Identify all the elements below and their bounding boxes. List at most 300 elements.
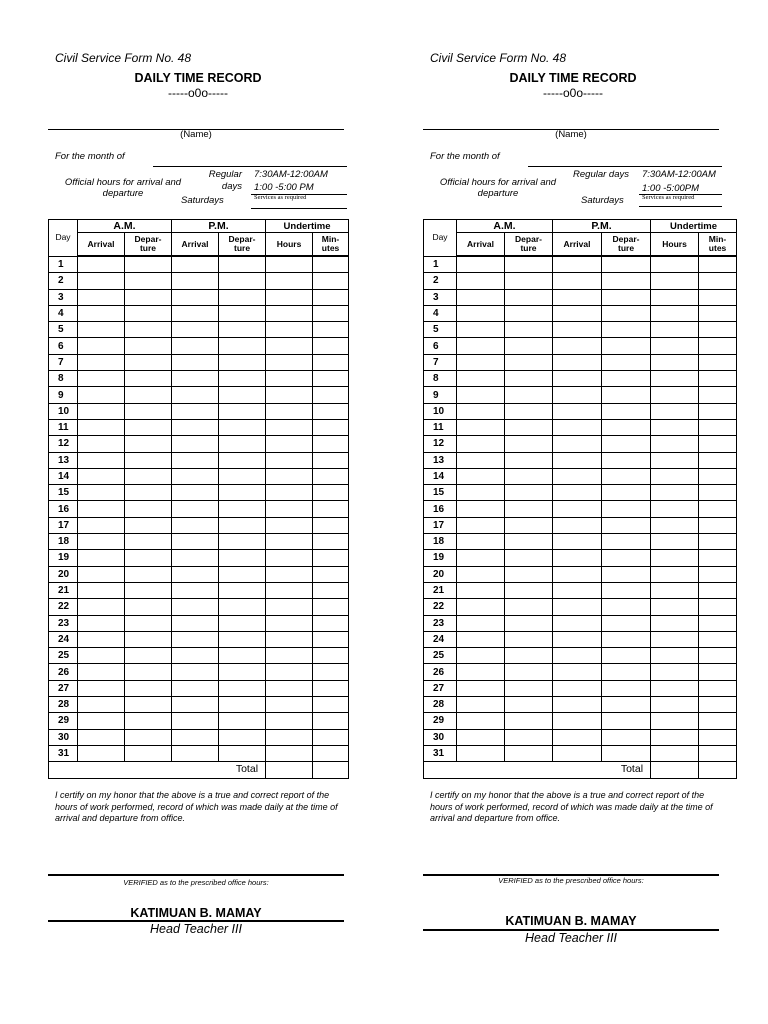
am-arrival-cell[interactable] [457,582,505,598]
am-departure-cell[interactable] [125,338,172,354]
am-departure-cell[interactable] [505,256,553,273]
pm-departure-cell[interactable] [219,631,266,647]
pm-arrival-cell[interactable] [553,273,602,289]
undertime-hours-cell[interactable] [651,713,699,729]
pm-departure-cell[interactable] [219,501,266,517]
am-arrival-cell[interactable] [457,517,505,533]
pm-departure-cell[interactable] [219,419,266,435]
am-departure-cell[interactable] [125,550,172,566]
undertime-minutes-cell[interactable] [313,713,349,729]
employee-signature-line[interactable] [48,874,344,876]
undertime-minutes-cell[interactable] [699,517,737,533]
pm-departure-cell[interactable] [602,599,651,615]
total-hours-cell[interactable] [651,762,699,778]
undertime-minutes-cell[interactable] [699,648,737,664]
undertime-minutes-cell[interactable] [699,419,737,435]
am-arrival-cell[interactable] [457,485,505,501]
pm-departure-cell[interactable] [602,648,651,664]
am-departure-cell[interactable] [505,273,553,289]
am-arrival-cell[interactable] [78,615,125,631]
pm-arrival-cell[interactable] [172,534,219,550]
am-departure-cell[interactable] [125,713,172,729]
am-departure-cell[interactable] [125,501,172,517]
pm-departure-cell[interactable] [219,680,266,696]
undertime-hours-cell[interactable] [651,599,699,615]
undertime-minutes-cell[interactable] [699,468,737,484]
am-arrival-cell[interactable] [457,713,505,729]
pm-departure-cell[interactable] [602,566,651,582]
pm-arrival-cell[interactable] [172,256,219,273]
undertime-minutes-cell[interactable] [699,403,737,419]
am-arrival-cell[interactable] [457,322,505,338]
undertime-hours-cell[interactable] [266,729,313,745]
am-arrival-cell[interactable] [78,745,125,761]
pm-arrival-cell[interactable] [172,371,219,387]
undertime-hours-cell[interactable] [266,354,313,370]
am-arrival-cell[interactable] [457,745,505,761]
pm-departure-cell[interactable] [219,713,266,729]
pm-arrival-cell[interactable] [553,322,602,338]
am-departure-cell[interactable] [125,534,172,550]
am-departure-cell[interactable] [125,664,172,680]
undertime-hours-cell[interactable] [266,664,313,680]
am-arrival-cell[interactable] [457,599,505,615]
am-departure-cell[interactable] [125,452,172,468]
undertime-hours-cell[interactable] [651,256,699,273]
undertime-minutes-cell[interactable] [699,745,737,761]
pm-departure-cell[interactable] [219,273,266,289]
am-departure-cell[interactable] [505,419,553,435]
pm-arrival-cell[interactable] [553,436,602,452]
pm-departure-cell[interactable] [602,485,651,501]
pm-arrival-cell[interactable] [172,289,219,305]
am-departure-cell[interactable] [125,403,172,419]
am-departure-cell[interactable] [505,517,553,533]
pm-arrival-cell[interactable] [172,648,219,664]
undertime-minutes-cell[interactable] [313,566,349,582]
undertime-hours-cell[interactable] [266,501,313,517]
am-arrival-cell[interactable] [457,566,505,582]
pm-departure-cell[interactable] [219,664,266,680]
pm-arrival-cell[interactable] [172,436,219,452]
undertime-minutes-cell[interactable] [699,550,737,566]
pm-departure-cell[interactable] [602,256,651,273]
am-arrival-cell[interactable] [457,371,505,387]
undertime-minutes-cell[interactable] [313,697,349,713]
pm-arrival-cell[interactable] [553,566,602,582]
am-arrival-cell[interactable] [457,534,505,550]
am-arrival-cell[interactable] [78,387,125,403]
pm-arrival-cell[interactable] [172,599,219,615]
am-arrival-cell[interactable] [78,289,125,305]
undertime-minutes-cell[interactable] [699,354,737,370]
undertime-hours-cell[interactable] [651,631,699,647]
pm-arrival-cell[interactable] [172,664,219,680]
pm-arrival-cell[interactable] [553,550,602,566]
undertime-hours-cell[interactable] [266,338,313,354]
am-arrival-cell[interactable] [78,582,125,598]
am-departure-cell[interactable] [125,419,172,435]
undertime-minutes-cell[interactable] [313,403,349,419]
undertime-hours-cell[interactable] [651,273,699,289]
undertime-minutes-cell[interactable] [313,615,349,631]
am-departure-cell[interactable] [505,322,553,338]
pm-arrival-cell[interactable] [553,615,602,631]
undertime-hours-cell[interactable] [651,403,699,419]
pm-departure-cell[interactable] [602,387,651,403]
am-departure-cell[interactable] [505,697,553,713]
undertime-minutes-cell[interactable] [313,485,349,501]
undertime-hours-cell[interactable] [266,452,313,468]
undertime-minutes-cell[interactable] [313,648,349,664]
pm-arrival-cell[interactable] [553,713,602,729]
undertime-hours-cell[interactable] [651,550,699,566]
am-departure-cell[interactable] [125,631,172,647]
undertime-hours-cell[interactable] [266,273,313,289]
undertime-hours-cell[interactable] [266,305,313,321]
pm-arrival-cell[interactable] [172,680,219,696]
am-departure-cell[interactable] [505,680,553,696]
undertime-minutes-cell[interactable] [699,631,737,647]
am-arrival-cell[interactable] [78,599,125,615]
undertime-hours-cell[interactable] [651,729,699,745]
am-arrival-cell[interactable] [78,436,125,452]
am-departure-cell[interactable] [505,371,553,387]
pm-arrival-cell[interactable] [172,468,219,484]
undertime-hours-cell[interactable] [651,419,699,435]
undertime-hours-cell[interactable] [651,436,699,452]
undertime-minutes-cell[interactable] [313,468,349,484]
am-departure-cell[interactable] [125,615,172,631]
am-arrival-cell[interactable] [78,680,125,696]
undertime-hours-cell[interactable] [651,387,699,403]
undertime-hours-cell[interactable] [651,534,699,550]
undertime-minutes-cell[interactable] [699,615,737,631]
am-departure-cell[interactable] [505,501,553,517]
pm-arrival-cell[interactable] [172,713,219,729]
pm-arrival-cell[interactable] [172,631,219,647]
undertime-hours-cell[interactable] [266,566,313,582]
am-arrival-cell[interactable] [457,468,505,484]
undertime-minutes-cell[interactable] [313,354,349,370]
am-departure-cell[interactable] [125,697,172,713]
am-arrival-cell[interactable] [78,697,125,713]
undertime-hours-cell[interactable] [651,322,699,338]
pm-departure-cell[interactable] [219,338,266,354]
pm-departure-cell[interactable] [602,615,651,631]
undertime-minutes-cell[interactable] [699,256,737,273]
pm-departure-cell[interactable] [602,582,651,598]
pm-departure-cell[interactable] [602,289,651,305]
am-arrival-cell[interactable] [457,387,505,403]
am-departure-cell[interactable] [505,631,553,647]
undertime-hours-cell[interactable] [266,745,313,761]
am-departure-cell[interactable] [125,745,172,761]
pm-arrival-cell[interactable] [172,517,219,533]
pm-departure-cell[interactable] [219,468,266,484]
am-arrival-cell[interactable] [457,729,505,745]
pm-departure-cell[interactable] [602,501,651,517]
undertime-minutes-cell[interactable] [313,256,349,273]
undertime-hours-cell[interactable] [651,697,699,713]
undertime-hours-cell[interactable] [266,419,313,435]
undertime-minutes-cell[interactable] [313,419,349,435]
am-departure-cell[interactable] [505,615,553,631]
total-hours-cell[interactable] [266,762,313,778]
am-arrival-cell[interactable] [78,517,125,533]
am-departure-cell[interactable] [125,517,172,533]
am-departure-cell[interactable] [125,256,172,273]
undertime-minutes-cell[interactable] [699,322,737,338]
pm-arrival-cell[interactable] [553,289,602,305]
undertime-minutes-cell[interactable] [313,436,349,452]
undertime-hours-cell[interactable] [651,615,699,631]
am-departure-cell[interactable] [125,436,172,452]
pm-arrival-cell[interactable] [553,680,602,696]
undertime-hours-cell[interactable] [266,403,313,419]
am-arrival-cell[interactable] [457,419,505,435]
undertime-minutes-cell[interactable] [313,582,349,598]
undertime-hours-cell[interactable] [651,582,699,598]
pm-arrival-cell[interactable] [172,550,219,566]
pm-arrival-cell[interactable] [172,452,219,468]
undertime-minutes-cell[interactable] [699,273,737,289]
pm-arrival-cell[interactable] [553,664,602,680]
undertime-hours-cell[interactable] [266,322,313,338]
pm-arrival-cell[interactable] [553,468,602,484]
undertime-hours-cell[interactable] [266,697,313,713]
am-departure-cell[interactable] [505,289,553,305]
pm-departure-cell[interactable] [602,534,651,550]
pm-arrival-cell[interactable] [172,387,219,403]
pm-arrival-cell[interactable] [553,631,602,647]
undertime-hours-cell[interactable] [266,599,313,615]
am-departure-cell[interactable] [125,273,172,289]
am-arrival-cell[interactable] [457,305,505,321]
am-arrival-cell[interactable] [78,419,125,435]
am-departure-cell[interactable] [505,534,553,550]
am-departure-cell[interactable] [505,566,553,582]
am-arrival-cell[interactable] [457,501,505,517]
pm-departure-cell[interactable] [602,403,651,419]
am-departure-cell[interactable] [505,354,553,370]
am-arrival-cell[interactable] [78,305,125,321]
undertime-minutes-cell[interactable] [313,387,349,403]
undertime-minutes-cell[interactable] [699,534,737,550]
am-departure-cell[interactable] [125,485,172,501]
am-departure-cell[interactable] [125,354,172,370]
undertime-hours-cell[interactable] [266,534,313,550]
undertime-hours-cell[interactable] [266,615,313,631]
am-departure-cell[interactable] [125,648,172,664]
undertime-minutes-cell[interactable] [313,305,349,321]
pm-arrival-cell[interactable] [553,501,602,517]
am-departure-cell[interactable] [505,485,553,501]
undertime-hours-cell[interactable] [651,289,699,305]
pm-arrival-cell[interactable] [172,745,219,761]
am-departure-cell[interactable] [505,338,553,354]
undertime-minutes-cell[interactable] [699,664,737,680]
undertime-hours-cell[interactable] [266,256,313,273]
pm-departure-cell[interactable] [602,729,651,745]
undertime-minutes-cell[interactable] [313,664,349,680]
pm-arrival-cell[interactable] [553,338,602,354]
undertime-hours-cell[interactable] [266,436,313,452]
undertime-minutes-cell[interactable] [699,729,737,745]
am-arrival-cell[interactable] [78,322,125,338]
am-arrival-cell[interactable] [78,256,125,273]
undertime-minutes-cell[interactable] [699,305,737,321]
pm-departure-cell[interactable] [602,713,651,729]
undertime-minutes-cell[interactable] [699,566,737,582]
pm-arrival-cell[interactable] [172,566,219,582]
undertime-hours-cell[interactable] [266,631,313,647]
am-arrival-cell[interactable] [457,664,505,680]
pm-arrival-cell[interactable] [172,403,219,419]
pm-departure-cell[interactable] [602,664,651,680]
undertime-hours-cell[interactable] [651,664,699,680]
pm-departure-cell[interactable] [602,436,651,452]
undertime-hours-cell[interactable] [266,517,313,533]
am-arrival-cell[interactable] [78,468,125,484]
undertime-hours-cell[interactable] [651,501,699,517]
undertime-minutes-cell[interactable] [699,680,737,696]
am-arrival-cell[interactable] [78,338,125,354]
pm-departure-cell[interactable] [602,354,651,370]
am-arrival-cell[interactable] [78,501,125,517]
month-field-line[interactable] [153,166,347,167]
undertime-minutes-cell[interactable] [313,680,349,696]
pm-arrival-cell[interactable] [553,599,602,615]
pm-departure-cell[interactable] [602,338,651,354]
pm-departure-cell[interactable] [602,631,651,647]
undertime-minutes-cell[interactable] [699,582,737,598]
undertime-hours-cell[interactable] [266,680,313,696]
pm-arrival-cell[interactable] [172,305,219,321]
undertime-minutes-cell[interactable] [313,729,349,745]
pm-departure-cell[interactable] [219,371,266,387]
pm-departure-cell[interactable] [219,436,266,452]
pm-departure-cell[interactable] [219,517,266,533]
am-arrival-cell[interactable] [78,485,125,501]
undertime-minutes-cell[interactable] [313,745,349,761]
am-arrival-cell[interactable] [78,452,125,468]
pm-departure-cell[interactable] [219,452,266,468]
am-departure-cell[interactable] [505,436,553,452]
undertime-minutes-cell[interactable] [699,338,737,354]
pm-arrival-cell[interactable] [172,501,219,517]
pm-arrival-cell[interactable] [553,354,602,370]
am-departure-cell[interactable] [125,582,172,598]
undertime-minutes-cell[interactable] [313,501,349,517]
am-arrival-cell[interactable] [78,550,125,566]
am-departure-cell[interactable] [505,305,553,321]
undertime-hours-cell[interactable] [266,468,313,484]
am-arrival-cell[interactable] [78,648,125,664]
pm-departure-cell[interactable] [219,550,266,566]
undertime-minutes-cell[interactable] [313,322,349,338]
pm-departure-cell[interactable] [602,697,651,713]
undertime-hours-cell[interactable] [266,713,313,729]
total-minutes-cell[interactable] [699,762,737,778]
undertime-minutes-cell[interactable] [313,550,349,566]
undertime-minutes-cell[interactable] [699,387,737,403]
pm-departure-cell[interactable] [602,517,651,533]
undertime-hours-cell[interactable] [266,648,313,664]
am-arrival-cell[interactable] [78,566,125,582]
am-departure-cell[interactable] [505,664,553,680]
undertime-hours-cell[interactable] [266,582,313,598]
am-departure-cell[interactable] [505,648,553,664]
pm-departure-cell[interactable] [602,322,651,338]
am-departure-cell[interactable] [505,452,553,468]
undertime-minutes-cell[interactable] [699,501,737,517]
am-arrival-cell[interactable] [78,664,125,680]
pm-arrival-cell[interactable] [172,322,219,338]
month-field-line[interactable] [528,166,722,167]
undertime-hours-cell[interactable] [651,468,699,484]
am-arrival-cell[interactable] [78,371,125,387]
undertime-hours-cell[interactable] [651,338,699,354]
am-departure-cell[interactable] [505,599,553,615]
undertime-hours-cell[interactable] [651,680,699,696]
am-arrival-cell[interactable] [457,452,505,468]
am-arrival-cell[interactable] [457,436,505,452]
pm-departure-cell[interactable] [602,273,651,289]
undertime-hours-cell[interactable] [651,371,699,387]
am-arrival-cell[interactable] [457,697,505,713]
am-departure-cell[interactable] [125,371,172,387]
pm-departure-cell[interactable] [602,371,651,387]
am-arrival-cell[interactable] [457,550,505,566]
pm-departure-cell[interactable] [602,452,651,468]
undertime-minutes-cell[interactable] [699,713,737,729]
pm-arrival-cell[interactable] [172,729,219,745]
am-arrival-cell[interactable] [457,273,505,289]
pm-departure-cell[interactable] [219,534,266,550]
am-arrival-cell[interactable] [457,615,505,631]
pm-departure-cell[interactable] [602,305,651,321]
undertime-minutes-cell[interactable] [699,697,737,713]
pm-arrival-cell[interactable] [553,729,602,745]
am-departure-cell[interactable] [505,468,553,484]
am-departure-cell[interactable] [505,387,553,403]
undertime-minutes-cell[interactable] [699,436,737,452]
pm-departure-cell[interactable] [602,419,651,435]
undertime-hours-cell[interactable] [651,305,699,321]
pm-arrival-cell[interactable] [172,582,219,598]
pm-departure-cell[interactable] [602,745,651,761]
undertime-minutes-cell[interactable] [699,599,737,615]
undertime-minutes-cell[interactable] [699,485,737,501]
am-arrival-cell[interactable] [457,289,505,305]
am-arrival-cell[interactable] [457,648,505,664]
pm-arrival-cell[interactable] [553,452,602,468]
am-arrival-cell[interactable] [78,534,125,550]
am-arrival-cell[interactable] [78,273,125,289]
undertime-hours-cell[interactable] [651,354,699,370]
undertime-hours-cell[interactable] [651,517,699,533]
pm-arrival-cell[interactable] [553,534,602,550]
pm-departure-cell[interactable] [219,648,266,664]
am-departure-cell[interactable] [125,387,172,403]
pm-arrival-cell[interactable] [172,273,219,289]
undertime-hours-cell[interactable] [651,452,699,468]
am-departure-cell[interactable] [505,403,553,419]
am-arrival-cell[interactable] [78,713,125,729]
am-arrival-cell[interactable] [78,354,125,370]
am-departure-cell[interactable] [125,566,172,582]
